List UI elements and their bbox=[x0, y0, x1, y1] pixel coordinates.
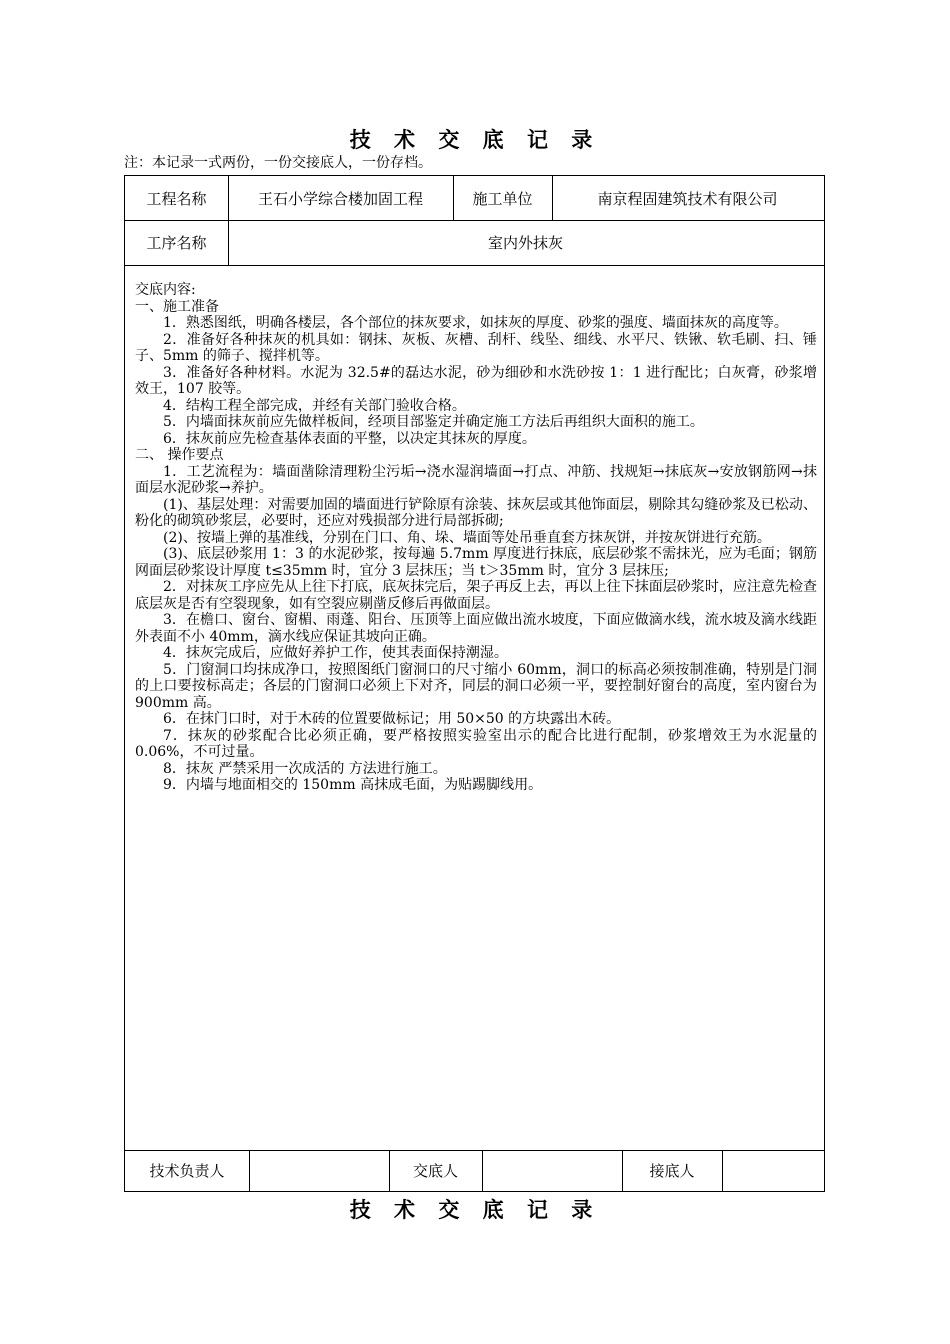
list-item: 6．抹灰前应先检查基体表面的平整，以决定其抹灰的厚度。 bbox=[163, 430, 536, 447]
record-table bbox=[124, 175, 825, 1192]
construction-unit-label: 施工单位 bbox=[472, 189, 533, 208]
list-item: 9．内墙与地面相交的 150mm 高抹成毛面，为贴踢脚线用。 bbox=[163, 777, 543, 793]
receiver-label: 接底人 bbox=[649, 1162, 695, 1180]
content-intro: 交底内容: bbox=[135, 282, 196, 298]
list-item: 6．在抹门口时，对于木砖的位置要做标记；用 50×50 的方块露出木砖。 bbox=[163, 711, 621, 727]
list-item: 1．工艺流程为：墙面凿除清理粉尘污垢→浇水湿润墙面→打点、冲筋、找规矩→抹底灰→安放钢筋网→抹面层水泥砂浆→养护。 bbox=[135, 463, 817, 496]
handover-person-field[interactable] bbox=[482, 1150, 622, 1191]
list-item: 8．抹灰 严禁采用一次成活的 方法进行施工。 bbox=[163, 760, 447, 777]
project-name-label: 工程名称 bbox=[146, 189, 207, 208]
section-heading: 二、 操作要点 bbox=[135, 447, 224, 463]
list-item: 4．结构工程全部完成，并经有关部门验收合格。 bbox=[163, 397, 466, 414]
list-item: 7．抹灰的砂浆配合比必须正确，要严格按照实验室出示的配合比进行配制，砂浆增效王为水泥量的 0.06%，不可过量。 bbox=[135, 727, 817, 760]
section-heading: 一、施工准备 bbox=[135, 298, 219, 315]
list-item: 2．对抹灰工序应先从上往下打底，底灰抹完后，架子再反上去，再以上往下抹面层砂浆时，应注意先检查底层灰是否有空裂现象，如有空裂应剔凿反修后再做面层。 bbox=[135, 579, 817, 612]
construction-unit-value: 南京程固建筑技术有限公司 bbox=[597, 189, 778, 208]
receiver-field[interactable] bbox=[722, 1150, 823, 1191]
process-name-value: 室内外抹灰 bbox=[487, 234, 563, 252]
list-item: 5．门窗洞口均抹成净口，按照图纸门窗洞口的尺寸缩小 60mm，洞口的标高必须按制准确，特别是门洞的上口要按标高走；各层的门窗洞口必须上下对齐，同层的洞口必须一平，要控制好窗台的高度，室内窗台为 900mm 高。 bbox=[135, 661, 817, 711]
list-item: 3．准备好各种材料。水泥为 32.5#的磊达水泥，砂为细砂和水洗砂按 1：1 进行配比；白灰膏，砂浆增效王，107 胶等。 bbox=[135, 364, 817, 397]
list-item: (1)、基层处理：对需要加固的墙面进行铲除原有涂装、抹灰层或其他饰面层，剔除其勾缝砂浆及已松动、粉化的砌筑砂浆层，必要时，还应对残损部分进行局部拆砌; bbox=[135, 496, 817, 529]
project-name-value: 王石小学综合楼加固工程 bbox=[257, 189, 423, 208]
list-item: 5．内墙面抹灰前应先做样板间，经项目部鉴定并确定施工方法后再组织大面积的施工。 bbox=[163, 414, 704, 430]
tech-lead-field[interactable] bbox=[249, 1150, 389, 1191]
record-note: 注：本记录一式两份，一份交接底人，一份存档。 bbox=[124, 155, 432, 171]
list-item: 2．准备好各种抹灰的机具如：钢抹、灰板、灰槽、刮杆、线坠、细线、水平尺、铁锹、软毛刷、扫、锤子、5mm 的筛子、搅拌机等。 bbox=[135, 331, 817, 364]
handover-person-label: 交底人 bbox=[412, 1162, 458, 1180]
list-item: (3)、底层砂浆用 1：3 的水泥砂浆，按每遍 5.7mm 厚度进行抹底，底层砂浆不需抹光，应为毛面；钢筋网面层砂浆设计厚度 t≤35mm 时，宜分 3 层抹压；当 t＞35mm 时，宜分 3 层抹压; bbox=[135, 546, 817, 579]
handover-content bbox=[135, 282, 817, 794]
list-item: 3．在檐口、窗台、窗楣、雨蓬、阳台、压顶等上面应做出流水坡度，下面应做滴水线，流水坡及滴水线距外表面不小 40mm，滴水线应保证其坡向正确。 bbox=[135, 612, 817, 645]
list-item: (2)、按墙上弹的基准线，分别在门口、角、垛、墙面等处吊垂直套方抹灰饼，并按灰饼进行充筋。 bbox=[163, 529, 771, 546]
next-page-title: 技 术 交 底 记 录 bbox=[349, 1197, 601, 1222]
list-item: 4．抹灰完成后，应做好养护工作，使其表面保持潮湿。 bbox=[163, 645, 508, 661]
row-divider bbox=[125, 265, 824, 266]
process-name-label: 工序名称 bbox=[146, 234, 207, 252]
list-item: 1．熟悉图纸，明确各楼层，各个部位的抹灰要求，如抹灰的厚度、砂浆的强度、墙面抹灰的高度等。 bbox=[163, 315, 788, 331]
tech-lead-label: 技术负责人 bbox=[149, 1162, 225, 1180]
page-title: 技 术 交 底 记 录 bbox=[349, 127, 601, 152]
